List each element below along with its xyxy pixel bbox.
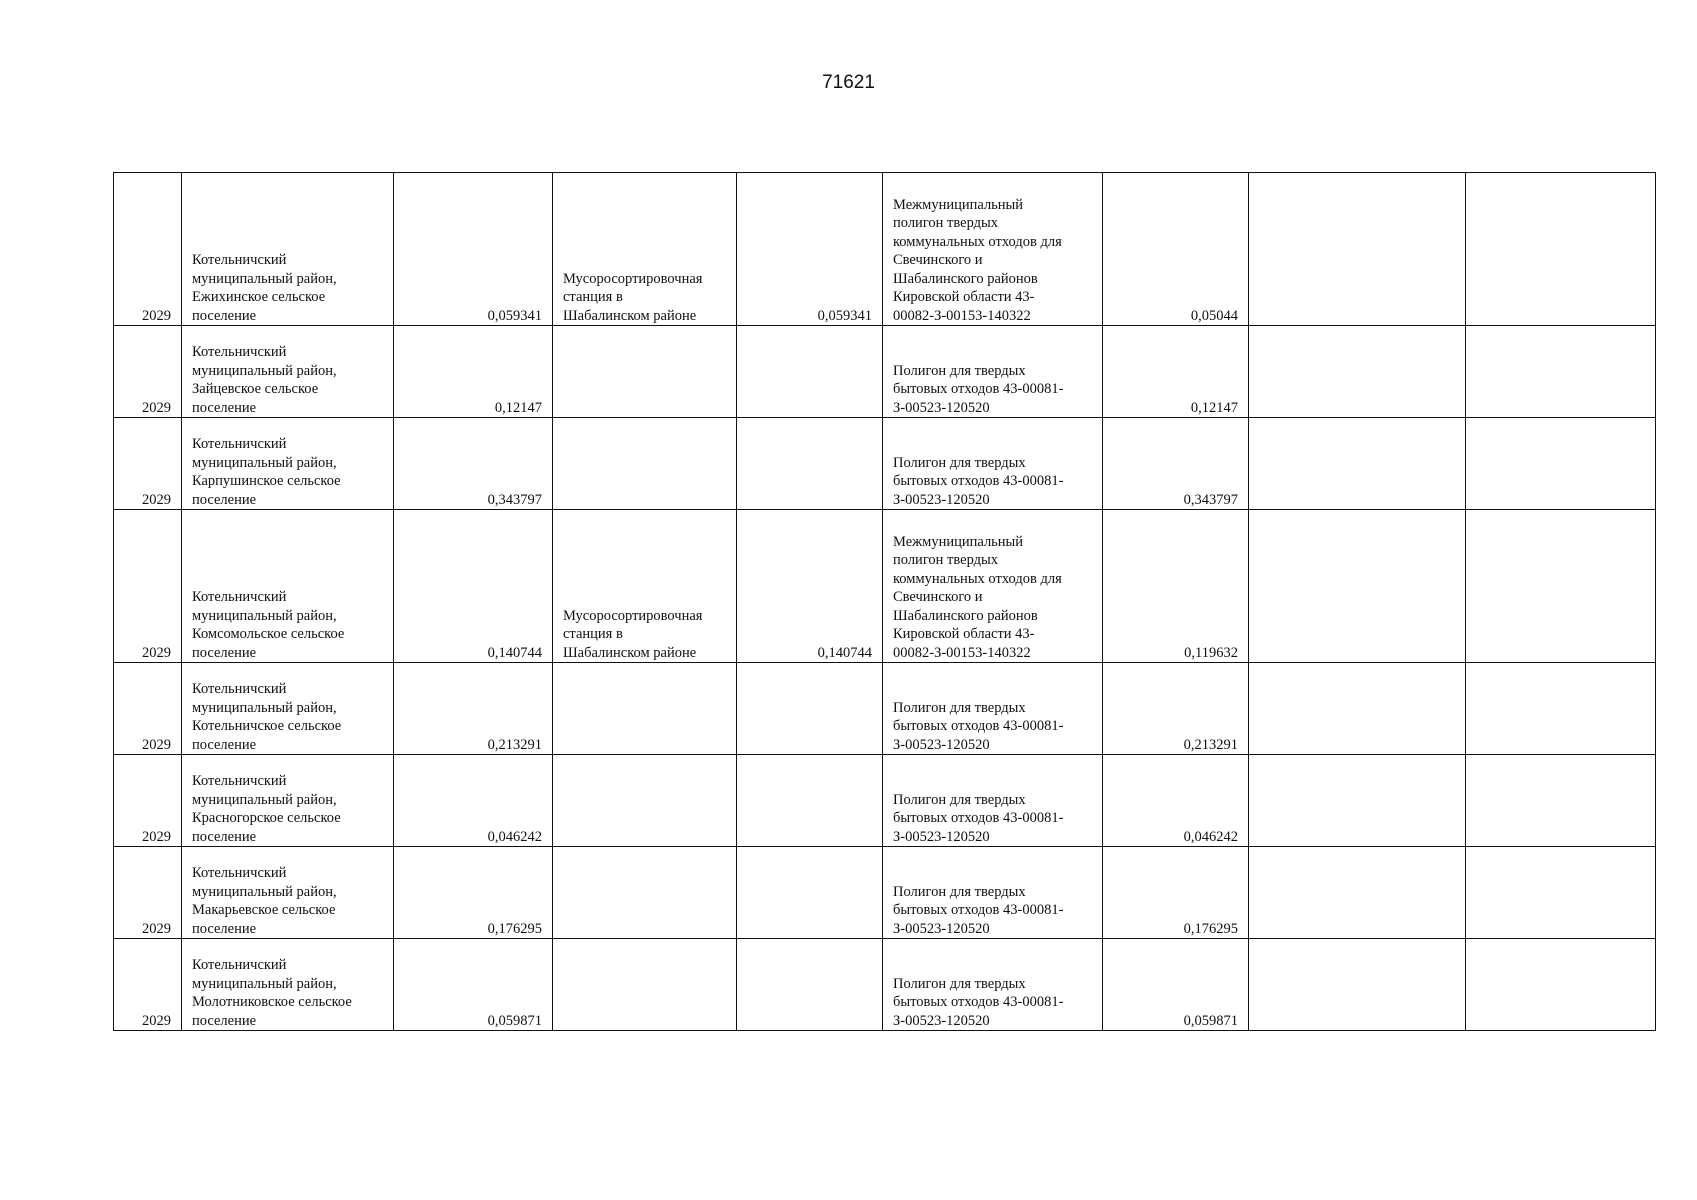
municipality-cell: Котельничский муниципальный район, Комсомольское сельское поселение xyxy=(182,510,394,663)
sorting-station-cell: Мусоросортировочная станция в Шабалинском районе xyxy=(553,173,737,326)
empty-cell xyxy=(1466,510,1656,663)
landfill-volume-cell: 0,213291 xyxy=(1103,663,1249,755)
year-cell: 2029 xyxy=(114,939,182,1031)
sorting-volume-cell xyxy=(737,755,883,847)
municipality-cell: Котельничский муниципальный район, Карпушинское сельское поселение xyxy=(182,418,394,510)
table-row xyxy=(114,510,1656,663)
landfill-cell: Полигон для твердых бытовых отходов 43-00081- З-00523-120520 xyxy=(883,847,1103,939)
year-cell: 2029 xyxy=(114,418,182,510)
landfill-volume-cell: 0,176295 xyxy=(1103,847,1249,939)
volume-cell: 0,176295 xyxy=(394,847,553,939)
volume-cell: 0,059871 xyxy=(394,939,553,1031)
municipality-cell: Котельничский муниципальный район, Макарьевское сельское поселение xyxy=(182,847,394,939)
empty-cell xyxy=(1249,847,1466,939)
landfill-cell: Межмуниципальный полигон твердых коммунальных отходов для Свечинского и Шабалинского районов Кировской области 43- 00082-З-00153-140322 xyxy=(883,173,1103,326)
sorting-station-cell xyxy=(553,755,737,847)
empty-cell xyxy=(1466,755,1656,847)
table-row xyxy=(114,847,1656,939)
municipality-cell: Котельничский муниципальный район, Красногорское сельское поселение xyxy=(182,755,394,847)
landfill-volume-cell: 0,046242 xyxy=(1103,755,1249,847)
empty-cell xyxy=(1249,510,1466,663)
sorting-station-cell xyxy=(553,418,737,510)
volume-cell: 0,059341 xyxy=(394,173,553,326)
municipality-cell: Котельничский муниципальный район, Зайцевское сельское поселение xyxy=(182,326,394,418)
empty-cell xyxy=(1249,173,1466,326)
empty-cell xyxy=(1249,755,1466,847)
sorting-volume-cell: 0,059341 xyxy=(737,173,883,326)
landfill-volume-cell: 0,059871 xyxy=(1103,939,1249,1031)
sorting-volume-cell: 0,140744 xyxy=(737,510,883,663)
table-row xyxy=(114,663,1656,755)
table-row xyxy=(114,173,1656,326)
empty-cell xyxy=(1466,847,1656,939)
year-cell: 2029 xyxy=(114,173,182,326)
municipality-cell: Котельничский муниципальный район, Котельничское сельское поселение xyxy=(182,663,394,755)
empty-cell xyxy=(1466,663,1656,755)
sorting-station-cell xyxy=(553,847,737,939)
landfill-cell: Полигон для твердых бытовых отходов 43-00081- З-00523-120520 xyxy=(883,326,1103,418)
volume-cell: 0,12147 xyxy=(394,326,553,418)
empty-cell xyxy=(1466,326,1656,418)
sorting-station-cell: Мусоросортировочная станция в Шабалинском районе xyxy=(553,510,737,663)
empty-cell xyxy=(1466,418,1656,510)
year-cell: 2029 xyxy=(114,847,182,939)
year-cell: 2029 xyxy=(114,510,182,663)
sorting-station-cell xyxy=(553,326,737,418)
sorting-station-cell xyxy=(553,663,737,755)
year-cell: 2029 xyxy=(114,326,182,418)
landfill-cell: Полигон для твердых бытовых отходов 43-00081- З-00523-120520 xyxy=(883,663,1103,755)
empty-cell xyxy=(1249,939,1466,1031)
landfill-volume-cell: 0,343797 xyxy=(1103,418,1249,510)
landfill-cell: Полигон для твердых бытовых отходов 43-00081- З-00523-120520 xyxy=(883,418,1103,510)
sorting-volume-cell xyxy=(737,847,883,939)
landfill-cell: Межмуниципальный полигон твердых коммунальных отходов для Свечинского и Шабалинского районов Кировской области 43- 00082-З-00153-140322 xyxy=(883,510,1103,663)
sorting-volume-cell xyxy=(737,663,883,755)
sorting-volume-cell xyxy=(737,326,883,418)
sorting-station-cell xyxy=(553,939,737,1031)
table-row xyxy=(114,755,1656,847)
empty-cell xyxy=(1249,663,1466,755)
empty-cell xyxy=(1466,939,1656,1031)
landfill-volume-cell: 0,05044 xyxy=(1103,173,1249,326)
municipality-cell: Котельничский муниципальный район, Молотниковское сельское поселение xyxy=(182,939,394,1031)
year-cell: 2029 xyxy=(114,755,182,847)
volume-cell: 0,213291 xyxy=(394,663,553,755)
empty-cell xyxy=(1466,173,1656,326)
landfill-volume-cell: 0,119632 xyxy=(1103,510,1249,663)
table-row xyxy=(114,939,1656,1031)
sorting-volume-cell xyxy=(737,418,883,510)
year-cell: 2029 xyxy=(114,663,182,755)
landfill-cell: Полигон для твердых бытовых отходов 43-00081- З-00523-120520 xyxy=(883,755,1103,847)
municipality-cell: Котельничский муниципальный район, Ежихинское сельское поселение xyxy=(182,173,394,326)
volume-cell: 0,046242 xyxy=(394,755,553,847)
landfill-volume-cell: 0,12147 xyxy=(1103,326,1249,418)
table-row xyxy=(114,418,1656,510)
empty-cell xyxy=(1249,326,1466,418)
empty-cell xyxy=(1249,418,1466,510)
volume-cell: 0,343797 xyxy=(394,418,553,510)
landfill-cell: Полигон для твердых бытовых отходов 43-00081- З-00523-120520 xyxy=(883,939,1103,1031)
sorting-volume-cell xyxy=(737,939,883,1031)
waste-flow-table xyxy=(113,172,1656,1031)
volume-cell: 0,140744 xyxy=(394,510,553,663)
page-number: 71621 xyxy=(822,72,875,93)
table-row xyxy=(114,326,1656,418)
